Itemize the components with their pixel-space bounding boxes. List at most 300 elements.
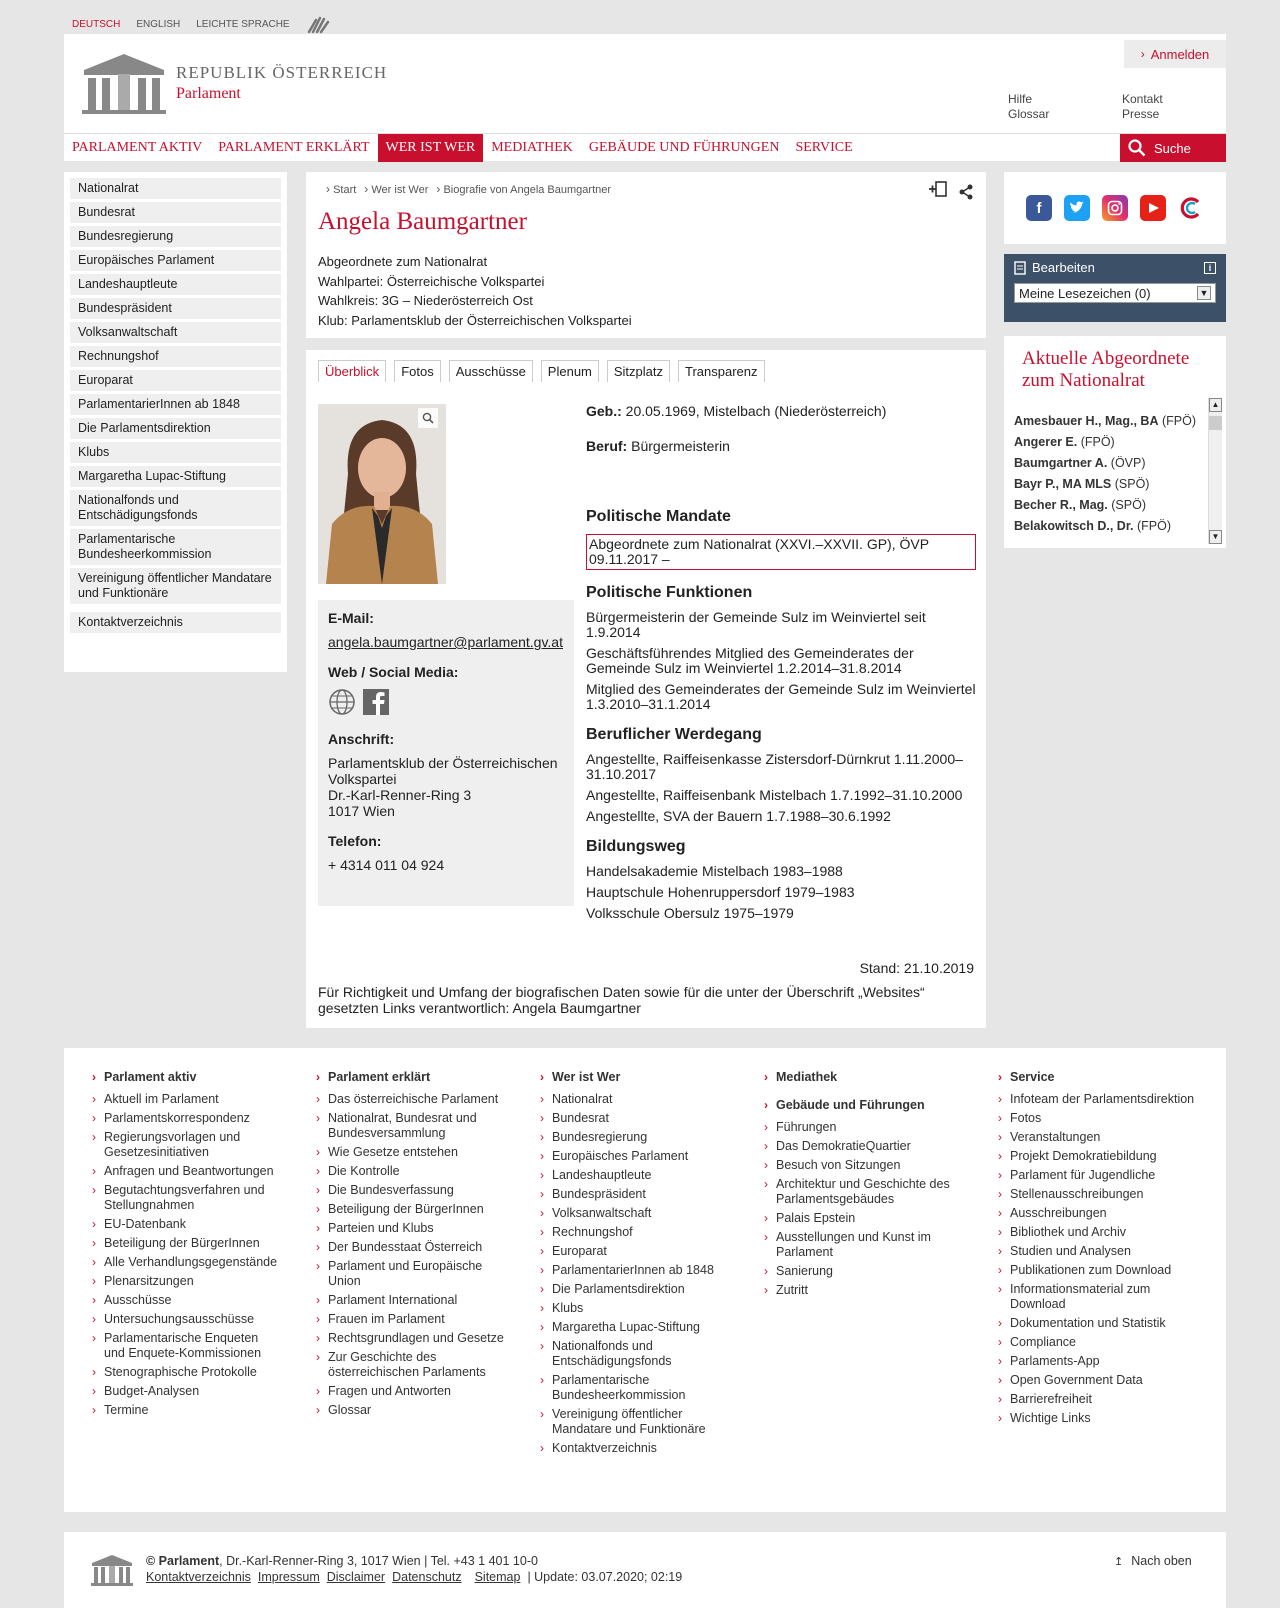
footer-link[interactable]: › Europäisches Parlament bbox=[540, 1149, 689, 1163]
footer-link[interactable]: › Volksanwaltschaft bbox=[540, 1206, 652, 1220]
sidebar-item-klubs[interactable]: Klubs bbox=[70, 442, 281, 463]
footer-link[interactable]: › Die Bundesverfassung bbox=[316, 1183, 454, 1197]
chevron-right-icon: › bbox=[540, 1339, 544, 1353]
footer-link[interactable]: › Parlament International bbox=[316, 1293, 458, 1307]
footer-link[interactable]: › Stellenausschreibungen bbox=[998, 1187, 1144, 1201]
footer-link[interactable]: › Die Kontrolle bbox=[316, 1164, 400, 1178]
chevron-right-icon: › bbox=[540, 1206, 544, 1220]
footer-link[interactable]: › Untersuchungsausschüsse bbox=[92, 1312, 255, 1326]
edit-panel-title: Bearbeiten bbox=[1032, 260, 1095, 275]
chevron-right-icon: › bbox=[540, 1441, 544, 1455]
footer-link[interactable]: › Klubs bbox=[540, 1301, 584, 1315]
chevron-right-icon: › bbox=[764, 1264, 768, 1278]
logo-title: REPUBLIK ÖSTERREICH bbox=[176, 63, 388, 82]
chevron-right-icon: › bbox=[92, 1236, 96, 1250]
footer-link[interactable]: › Informationsmaterial zum Download bbox=[998, 1282, 1151, 1311]
list-item[interactable]: Bayr P., MA MLS (SPÖ) bbox=[1014, 477, 1150, 491]
footer-link[interactable]: › Bibliothek und Archiv bbox=[998, 1225, 1127, 1239]
link-datenschutz[interactable]: Datenschutz bbox=[392, 1570, 462, 1584]
chevron-right-icon: › bbox=[92, 1092, 96, 1106]
chevron-right-icon: › bbox=[998, 1263, 1002, 1277]
footer-heading[interactable]: › Mediathek bbox=[764, 1070, 838, 1084]
bio-details bbox=[586, 404, 976, 927]
breadcrumb-start[interactable]: › Start bbox=[326, 182, 357, 196]
address-label: Anschrift: bbox=[328, 731, 395, 747]
footer-link[interactable]: › Bundesrat bbox=[540, 1111, 609, 1125]
copyright-owner: © Parlament bbox=[146, 1554, 220, 1568]
footer-link[interactable]: › Stenographische Protokolle bbox=[92, 1365, 257, 1379]
chevron-right-icon: › bbox=[92, 1130, 96, 1144]
footer-link[interactable]: › Rechtsgrundlagen und Gesetze bbox=[316, 1331, 504, 1345]
chevron-right-icon: › bbox=[540, 1373, 544, 1387]
nav-parlament-erklaert[interactable]: PARLAMENT ERKLÄRT bbox=[218, 139, 370, 155]
chevron-right-icon: › bbox=[316, 1403, 320, 1417]
sidebar-item-parlamentsdirektion[interactable]: Die Parlamentsdirektion bbox=[70, 418, 281, 439]
footer-link[interactable]: › Zur Geschichte des österreichischen Parlaments bbox=[316, 1350, 486, 1379]
chevron-right-icon: › bbox=[764, 1283, 768, 1297]
footer-link[interactable]: › Compliance bbox=[998, 1335, 1077, 1349]
sidebar-item-bundesregierung[interactable]: Bundesregierung bbox=[70, 226, 281, 247]
mandate-line: Abgeordnete zum Nationalrat (XXVI.–XXVII. GP), ÖVP bbox=[589, 536, 930, 552]
footer-link[interactable]: › EU-Datenbank bbox=[92, 1217, 186, 1231]
chevron-right-icon: › bbox=[540, 1301, 544, 1315]
education-item: Handelsakademie Mistelbach 1983–1988 bbox=[586, 863, 843, 879]
email-link[interactable]: angela.baumgartner@parlament.gv.at bbox=[328, 634, 563, 650]
copyright-address: , Dr.-Karl-Renner-Ring 3, 1017 Wien | Tel. +43 1 401 10-0 bbox=[219, 1554, 538, 1568]
scroll-up-icon[interactable]: ▲ bbox=[1209, 398, 1222, 412]
legal-links bbox=[146, 1570, 682, 1584]
footer-link[interactable]: › Barrierefreiheit bbox=[998, 1392, 1092, 1406]
tab-fotos[interactable]: Fotos bbox=[394, 360, 441, 382]
edit-panel bbox=[1004, 254, 1226, 322]
footer-link[interactable]: › Studien und Analysen bbox=[998, 1244, 1131, 1258]
list-item[interactable]: Angerer E. (FPÖ) bbox=[1014, 435, 1115, 449]
bio-club: Klub: Parlamentsklub der Österreichischen Volkspartei bbox=[318, 312, 632, 328]
footer-link[interactable]: › Wie Gesetze entstehen bbox=[316, 1145, 458, 1159]
chevron-right-icon: › bbox=[764, 1211, 768, 1225]
footer-link[interactable]: › Fragen und Antworten bbox=[316, 1384, 451, 1398]
sidebar-item-europaeisches-parlament[interactable]: Europäisches Parlament bbox=[70, 250, 281, 271]
parliament-building-icon bbox=[90, 1554, 134, 1586]
sidebar-item-volksanwaltschaft[interactable]: Volksanwaltschaft bbox=[70, 322, 281, 343]
chevron-right-icon: › bbox=[998, 1149, 1002, 1163]
phone-value: + 4314 011 04 924 bbox=[328, 857, 445, 873]
sidebar-item-nationalrat[interactable]: Nationalrat bbox=[70, 178, 281, 199]
sidebar-item-parlamentarierinnen[interactable]: ParlamentarierInnen ab 1848 bbox=[70, 394, 281, 415]
glossary-link[interactable]: Glossar bbox=[1008, 107, 1050, 121]
phone-label: Telefon: bbox=[328, 833, 382, 849]
chevron-right-icon: › bbox=[540, 1168, 544, 1182]
login-label: Anmelden bbox=[1150, 46, 1210, 62]
chevron-right-icon: › bbox=[540, 1263, 544, 1277]
bio-party: Wahlpartei: Österreichische Volkspartei bbox=[318, 273, 545, 289]
footer-link[interactable]: › Plenarsitzungen bbox=[92, 1274, 194, 1288]
list-scrollbar[interactable] bbox=[1208, 398, 1222, 544]
search-label: Suche bbox=[1154, 140, 1191, 156]
help-link[interactable]: Hilfe bbox=[1008, 92, 1033, 106]
footer-link[interactable]: › Aktuell im Parlament bbox=[92, 1092, 219, 1106]
search-button[interactable] bbox=[1120, 134, 1226, 162]
footer-link[interactable]: › Die Parlamentsdirektion bbox=[540, 1282, 685, 1296]
chevron-right-icon: › bbox=[316, 1070, 320, 1084]
chevron-right-icon: › bbox=[998, 1070, 1002, 1084]
footer-link[interactable]: › Ausstellungen und Kunst im Parlament bbox=[764, 1230, 931, 1259]
footer-link[interactable]: › Regierungsvorlagen und Gesetzesinitiativen bbox=[92, 1130, 241, 1159]
chevron-right-icon: › bbox=[998, 1354, 1002, 1368]
chevron-right-icon: › bbox=[998, 1130, 1002, 1144]
footer-link[interactable]: › Veranstaltungen bbox=[998, 1130, 1101, 1144]
footer-link[interactable]: › Nationalrat bbox=[540, 1092, 613, 1106]
chevron-right-icon: › bbox=[316, 1092, 320, 1106]
chevron-right-icon: › bbox=[92, 1274, 96, 1288]
footer-link[interactable]: › Führungen bbox=[764, 1120, 837, 1134]
chevron-right-icon: › bbox=[998, 1244, 1002, 1258]
chevron-right-icon: › bbox=[540, 1092, 544, 1106]
footer-link[interactable]: › ParlamentarierInnen ab 1848 bbox=[540, 1263, 714, 1277]
career-item: Angestellte, SVA der Bauern 1.7.1988–30.6.1992 bbox=[586, 808, 891, 824]
search-icon bbox=[1128, 139, 1146, 157]
link-impressum[interactable]: Impressum bbox=[257, 1570, 320, 1584]
chevron-right-icon: › bbox=[316, 1384, 320, 1398]
footer-link[interactable]: › Infoteam der Parlamentsdirektion bbox=[998, 1092, 1195, 1106]
breadcrumb-wer-ist-wer[interactable]: › Wer ist Wer bbox=[364, 182, 429, 196]
chevron-right-icon: › bbox=[540, 1111, 544, 1125]
footer-link[interactable]: › Projekt Demokratiebildung bbox=[998, 1149, 1157, 1163]
footer-link[interactable]: › Parlament für Jugendliche bbox=[998, 1168, 1156, 1182]
education-item: Volksschule Obersulz 1975–1979 bbox=[586, 905, 794, 921]
footer-column-wer-ist-wer bbox=[540, 1070, 730, 1460]
footer-link[interactable]: › Nationalrat, Bundesrat und Bundesversammlung bbox=[316, 1111, 477, 1140]
footer-link[interactable]: › Open Government Data bbox=[998, 1373, 1143, 1387]
chevron-right-icon: › bbox=[316, 1259, 320, 1273]
chevron-right-icon: › bbox=[316, 1350, 320, 1364]
chevron-right-icon: › bbox=[998, 1335, 1002, 1349]
profession-info: Beruf: Bürgermeisterin bbox=[586, 438, 730, 454]
footer-link[interactable]: › Beteiligung der BürgerInnen bbox=[92, 1236, 260, 1250]
chevron-right-icon: › bbox=[540, 1149, 544, 1163]
site-logo[interactable] bbox=[80, 52, 387, 114]
function-item: Geschäftsführendes Mitglied des Gemeinderates der Gemeinde Sulz im Weinviertel 1.2.2014–31.8.2014 bbox=[586, 645, 914, 676]
footer-link[interactable]: › Bundesregierung bbox=[540, 1130, 648, 1144]
chevron-right-icon: › bbox=[998, 1411, 1002, 1425]
chevron-right-icon: › bbox=[92, 1331, 96, 1345]
bookmarks-select[interactable] bbox=[1014, 283, 1216, 303]
sidebar-item-kontaktverzeichnis[interactable]: Kontaktverzeichnis bbox=[70, 612, 281, 633]
link-kontaktverzeichnis[interactable]: Kontaktverzeichnis bbox=[146, 1570, 251, 1584]
sidebar-item-lupac-stiftung[interactable]: Margaretha Lupac-Stiftung bbox=[70, 466, 281, 487]
education-item: Hauptschule Hohenruppersdorf 1979–1983 bbox=[586, 884, 855, 900]
chevron-right-icon: › bbox=[764, 1230, 768, 1244]
footer-link[interactable]: › Kontaktverzeichnis bbox=[540, 1441, 657, 1455]
address-line: 1017 Wien bbox=[328, 803, 395, 819]
bio-detail-card bbox=[306, 350, 986, 1028]
footer-link[interactable]: › Parteien und Klubs bbox=[316, 1221, 434, 1235]
footer-link[interactable]: › Ausschreibungen bbox=[998, 1206, 1107, 1220]
career-item: Angestellte, Raiffeisenkasse Zistersdorf-Dürnkrut 1.11.2000–31.10.2017 bbox=[586, 751, 963, 782]
site-footer bbox=[64, 1048, 1226, 1512]
sidebar-item-bundesrat[interactable]: Bundesrat bbox=[70, 202, 281, 223]
footer-link[interactable]: › Wichtige Links bbox=[998, 1411, 1091, 1425]
chevron-right-icon: › bbox=[316, 1183, 320, 1197]
sidebar-item-nationalfonds[interactable]: Nationalfonds und Entschädigungsfonds bbox=[70, 490, 281, 526]
website-icon[interactable] bbox=[328, 688, 356, 719]
scroll-down-icon[interactable]: ▼ bbox=[1209, 530, 1222, 544]
zoom-icon[interactable] bbox=[418, 408, 438, 428]
mandate-line: 09.11.2017 – bbox=[589, 551, 670, 567]
chevron-right-icon: › bbox=[540, 1130, 544, 1144]
tab-bar bbox=[318, 360, 765, 382]
sidebar-item-europarat[interactable]: Europarat bbox=[70, 370, 281, 391]
chevron-right-icon: › bbox=[316, 1221, 320, 1235]
footer-link[interactable]: › Termine bbox=[92, 1403, 149, 1417]
footer-link[interactable]: › Parlamentarische Bundesheerkommission bbox=[540, 1373, 686, 1402]
footer-link[interactable]: › Ausschüsse bbox=[92, 1293, 172, 1307]
list-item[interactable]: Baumgartner A. (ÖVP) bbox=[1014, 456, 1146, 470]
main-navigation bbox=[64, 133, 1226, 161]
tab-ausschuesse[interactable]: Ausschüsse bbox=[449, 360, 533, 382]
footer-link[interactable]: › Bundespräsident bbox=[540, 1187, 646, 1201]
footer-link[interactable]: › Anfragen und Beantwortungen bbox=[92, 1164, 274, 1178]
chevron-right-icon: › bbox=[316, 1312, 320, 1326]
footer-link[interactable]: › Besuch von Sitzungen bbox=[764, 1158, 901, 1172]
nav-mediathek[interactable]: MEDIATHEK bbox=[491, 139, 573, 155]
footer-link[interactable]: › Begutachtungsverfahren und Stellungnahmen bbox=[92, 1183, 265, 1212]
footer-link[interactable]: › Publikationen zum Download bbox=[998, 1263, 1172, 1277]
chevron-right-icon: › bbox=[316, 1331, 320, 1345]
press-link[interactable]: Presse bbox=[1122, 107, 1160, 121]
footer-link[interactable]: › Frauen im Parlament bbox=[316, 1312, 445, 1326]
chevron-right-icon: › bbox=[764, 1158, 768, 1172]
footer-link[interactable]: › Vereinigung öffentlicher Mandatare und Funktionäre bbox=[540, 1407, 706, 1436]
contact-link[interactable]: Kontakt bbox=[1122, 92, 1163, 106]
footer-link[interactable]: › Beteiligung der BürgerInnen bbox=[316, 1202, 484, 1216]
chevron-right-icon: › bbox=[998, 1092, 1002, 1106]
chevron-right-icon: › bbox=[998, 1168, 1002, 1182]
address-line: Parlamentsklub der Österreichischen Volkspartei bbox=[328, 755, 558, 787]
birth-info: Geb.: 20.05.1969, Mistelbach (Niederösterreich) bbox=[586, 403, 887, 419]
email-label: E-Mail: bbox=[328, 610, 374, 626]
last-updated: Stand: 21.10.2019 bbox=[859, 960, 974, 976]
chevron-right-icon: › bbox=[764, 1120, 768, 1134]
lang-deutsch[interactable]: DEUTSCH bbox=[72, 18, 121, 30]
footer-link[interactable]: › Fotos bbox=[998, 1111, 1042, 1125]
facebook-icon[interactable]: f bbox=[1026, 195, 1052, 221]
mandates-heading: Politische Mandate bbox=[586, 508, 731, 525]
footer-link[interactable]: › Budget-Analysen bbox=[92, 1384, 200, 1398]
footer-heading[interactable]: › Wer ist Wer bbox=[540, 1070, 621, 1084]
tab-sitzplatz[interactable]: Sitzplatz bbox=[607, 360, 670, 382]
footer-link[interactable]: › Parlamentskorrespondenz bbox=[92, 1111, 250, 1125]
chevron-right-icon: › bbox=[540, 1225, 544, 1239]
parliament-building-icon bbox=[80, 52, 168, 114]
chevron-right-icon: › bbox=[316, 1202, 320, 1216]
chevron-right-icon: › bbox=[92, 1293, 96, 1307]
footer-link[interactable]: › Europarat bbox=[540, 1244, 607, 1258]
nav-wer-ist-wer[interactable]: WER IST WER bbox=[378, 134, 484, 162]
career-item: Angestellte, Raiffeisenbank Mistelbach 1.7.1992–31.10.2000 bbox=[586, 787, 963, 803]
chevron-right-icon: › bbox=[764, 1098, 768, 1112]
web-social-label: Web / Social Media: bbox=[328, 664, 459, 680]
chevron-right-icon: › bbox=[998, 1392, 1002, 1406]
chevron-right-icon: › bbox=[316, 1164, 320, 1178]
link-disclaimer[interactable]: Disclaimer bbox=[326, 1570, 386, 1584]
chevron-right-icon: › bbox=[998, 1225, 1002, 1239]
footer-link[interactable]: › Margaretha Lupac-Stiftung bbox=[540, 1320, 701, 1334]
footer-heading[interactable]: › Parlament aktiv bbox=[92, 1070, 197, 1084]
chevron-right-icon: › bbox=[92, 1217, 96, 1231]
career-heading: Beruflicher Werdegang bbox=[586, 726, 762, 743]
education-heading: Bildungsweg bbox=[586, 838, 686, 855]
footer-link[interactable]: › Parlaments-App bbox=[998, 1354, 1100, 1368]
list-item[interactable]: Amesbauer H., Mag., BA (FPÖ) bbox=[1014, 414, 1196, 428]
footer-link[interactable]: › Parlament und Europäische Union bbox=[316, 1259, 483, 1288]
chevron-right-icon: › bbox=[764, 1177, 768, 1191]
address-value bbox=[328, 755, 564, 819]
sidebar-item-landeshauptleute[interactable]: Landeshauptleute bbox=[70, 274, 281, 295]
page-title: Angela Baumgartner bbox=[318, 208, 527, 235]
chevron-right-icon: › bbox=[540, 1282, 544, 1296]
tab-plenum[interactable]: Plenum bbox=[541, 360, 599, 382]
bookmark-add-icon[interactable] bbox=[928, 180, 948, 201]
portrait-photo[interactable] bbox=[318, 404, 446, 584]
bottom-bar bbox=[64, 1532, 1226, 1608]
footer-link[interactable]: › Alle Verhandlungsgegenstände bbox=[92, 1255, 278, 1269]
chevron-right-icon: › bbox=[316, 1240, 320, 1254]
footer-link[interactable]: › Parlamentarische Enqueten und Enquete-Kommissionen bbox=[92, 1331, 262, 1360]
chevron-right-icon: › bbox=[998, 1111, 1002, 1125]
chevron-right-icon: › bbox=[998, 1187, 1002, 1201]
footer-link[interactable]: › Zutritt bbox=[764, 1283, 808, 1297]
sign-language-icon[interactable] bbox=[306, 14, 332, 34]
back-to-top-button[interactable] bbox=[1114, 1554, 1192, 1568]
facebook-icon[interactable] bbox=[362, 688, 390, 719]
bio-role: Abgeordnete zum Nationalrat bbox=[318, 254, 488, 269]
arrow-up-icon: ↥ bbox=[1114, 1555, 1124, 1568]
footer-link[interactable]: › Landeshauptleute bbox=[540, 1168, 652, 1182]
bio-summary bbox=[318, 252, 632, 330]
footer-heading[interactable]: › Gebäude und Führungen bbox=[764, 1098, 925, 1112]
chevron-right-icon: › bbox=[998, 1316, 1002, 1330]
address-line: Dr.-Karl-Renner-Ring 3 bbox=[328, 787, 472, 803]
chevron-right-icon: › bbox=[764, 1070, 768, 1084]
footer-heading[interactable]: › Parlament erklärt bbox=[316, 1070, 431, 1084]
footer-column-service bbox=[998, 1070, 1198, 1430]
language-bar bbox=[72, 14, 332, 34]
nav-service[interactable]: SERVICE bbox=[795, 139, 853, 155]
bookmarks-select-value: Meine Lesezeichen (0) bbox=[1019, 285, 1151, 301]
document-icon bbox=[1014, 261, 1026, 275]
current-members-list bbox=[1014, 414, 1204, 548]
list-item[interactable]: Belakowitsch D., Dr. (FPÖ) bbox=[1014, 519, 1171, 533]
nav-gebaeude-fuehrungen[interactable]: GEBÄUDE UND FÜHRUNGEN bbox=[588, 139, 780, 155]
login-button[interactable] bbox=[1124, 40, 1226, 68]
info-icon[interactable]: i bbox=[1204, 262, 1216, 274]
share-icon[interactable] bbox=[958, 184, 974, 203]
chevron-right-icon: › bbox=[998, 1282, 1002, 1296]
chevron-right-icon: › bbox=[316, 1111, 320, 1125]
lang-leichte-sprache[interactable]: LEICHTE SPRACHE bbox=[196, 18, 290, 30]
breadcrumb-current: › Biografie von Angela Baumgartner bbox=[436, 182, 612, 196]
nav-parlament-aktiv[interactable]: PARLAMENT AKTIV bbox=[72, 139, 203, 155]
current-members-widget bbox=[1004, 336, 1226, 548]
chevron-right-icon: › bbox=[540, 1407, 544, 1421]
sidebar-item-bundespraesident[interactable]: Bundespräsident bbox=[70, 298, 281, 319]
functions-heading: Politische Funktionen bbox=[586, 584, 753, 601]
footer-link[interactable]: › Sanierung bbox=[764, 1264, 833, 1278]
link-sitemap[interactable]: Sitemap bbox=[474, 1570, 521, 1584]
social-media-bar bbox=[1004, 172, 1226, 244]
copyright-line bbox=[146, 1554, 538, 1568]
disclaimer-text: Für Richtigkeit und Umfang der biografischen Daten sowie für die unter der Überschrift „Websites“ gesetzten Links verantwortlich: Angela Baumgartner bbox=[318, 984, 925, 1016]
chevron-right-icon: › bbox=[92, 1312, 96, 1326]
footer-link[interactable]: › Nationalfonds und Entschädigungsfonds bbox=[540, 1339, 672, 1368]
youtube-icon[interactable] bbox=[1140, 195, 1166, 221]
logo-subtitle: Parlament bbox=[176, 85, 241, 102]
bio-constituency: Wahlkreis: 3G – Niederösterreich Ost bbox=[318, 293, 533, 308]
function-item: Bürgermeisterin der Gemeinde Sulz im Weinviertel seit 1.9.2014 bbox=[586, 609, 926, 640]
footer-link[interactable]: › Glossar bbox=[316, 1403, 372, 1417]
chevron-right-icon: › bbox=[92, 1164, 96, 1178]
footer-link[interactable]: › Rechnungshof bbox=[540, 1225, 633, 1239]
lang-english[interactable]: ENGLISH bbox=[136, 18, 181, 30]
tab-transparenz[interactable]: Transparenz bbox=[678, 360, 765, 382]
chevron-right-icon: › bbox=[1140, 47, 1145, 61]
footer-column-mediathek bbox=[764, 1070, 964, 1302]
instagram-icon[interactable] bbox=[1102, 195, 1128, 221]
demokratie-webstatt-icon[interactable] bbox=[1178, 195, 1204, 221]
mandate-box bbox=[586, 534, 976, 570]
update-timestamp: | Update: 03.07.2020; 02:19 bbox=[527, 1570, 683, 1584]
chevron-right-icon: › bbox=[540, 1187, 544, 1201]
chevron-right-icon: › bbox=[92, 1384, 96, 1398]
footer-heading[interactable]: › Service bbox=[998, 1070, 1055, 1084]
chevron-right-icon: › bbox=[316, 1145, 320, 1159]
footer-link[interactable]: › Das österreichische Parlament bbox=[316, 1092, 499, 1106]
footer-column-parlament-aktiv bbox=[92, 1070, 282, 1422]
chevron-right-icon: › bbox=[540, 1244, 544, 1258]
footer-link[interactable]: › Architektur und Geschichte des Parlamentsgebäudes bbox=[764, 1177, 950, 1206]
chevron-right-icon: › bbox=[540, 1320, 544, 1334]
chevron-right-icon: › bbox=[764, 1139, 768, 1153]
chevron-right-icon: › bbox=[92, 1403, 96, 1417]
back-to-top-label: Nach oben bbox=[1131, 1554, 1192, 1568]
footer-link[interactable]: › Das DemokratieQuartier bbox=[764, 1139, 911, 1153]
footer-link[interactable]: › Der Bundesstaat Österreich bbox=[316, 1240, 483, 1254]
function-item: Mitglied des Gemeinderates der Gemeinde Sulz im Weinviertel 1.3.2010–31.1.2014 bbox=[586, 681, 976, 712]
footer-link[interactable]: › Dokumentation und Statistik bbox=[998, 1316, 1166, 1330]
twitter-icon[interactable] bbox=[1064, 195, 1090, 221]
list-item[interactable]: Becher R., Mag. (SPÖ) bbox=[1014, 498, 1146, 512]
current-members-heading: Aktuelle Abgeordnete zum Nationalrat bbox=[1022, 348, 1190, 391]
breadcrumb bbox=[326, 182, 611, 196]
tab-ueberblick[interactable]: Überblick bbox=[318, 360, 386, 382]
chevron-right-icon: › bbox=[92, 1183, 96, 1197]
sidebar-item-bundesheerkommission[interactable]: Parlamentarische Bundesheerkommission bbox=[70, 529, 281, 565]
sidebar-item-rechnungshof[interactable]: Rechnungshof bbox=[70, 346, 281, 367]
chevron-right-icon: › bbox=[316, 1293, 320, 1307]
chevron-down-icon: ▼ bbox=[1197, 286, 1211, 300]
sidebar-item-vereinigung[interactable]: Vereinigung öffentlicher Mandatare und Funktionäre bbox=[70, 568, 281, 604]
scroll-thumb[interactable] bbox=[1209, 416, 1222, 430]
footer-column-parlament-erklaert bbox=[316, 1070, 506, 1422]
contact-box bbox=[318, 600, 574, 906]
chevron-right-icon: › bbox=[540, 1070, 544, 1084]
chevron-right-icon: › bbox=[92, 1111, 96, 1125]
chevron-right-icon: › bbox=[92, 1365, 96, 1379]
footer-link[interactable]: › Palais Epstein bbox=[764, 1211, 856, 1225]
site-header bbox=[64, 34, 1226, 133]
chevron-right-icon: › bbox=[92, 1255, 96, 1269]
